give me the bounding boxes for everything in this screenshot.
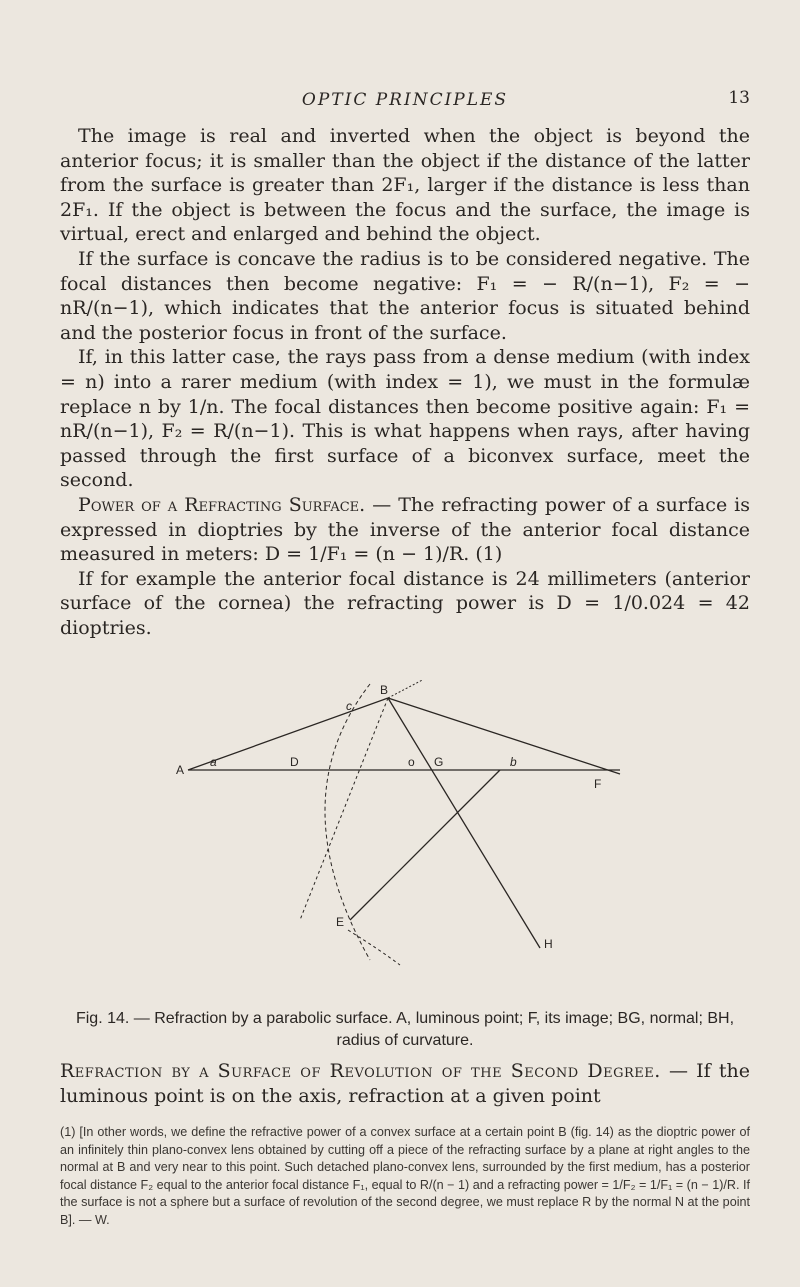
section-paragraph <box>60 1059 750 1109</box>
running-title: OPTIC PRINCIPLES <box>301 90 509 110</box>
radius-extension <box>388 680 430 698</box>
caption-text: — Refraction by a parabolic surface. A, luminous point; F, its image; BG, normal; BH, radius of curvature. <box>129 1010 735 1049</box>
label-a: a <box>210 755 217 769</box>
refraction-diagram <box>170 680 630 970</box>
label-D: D <box>290 755 299 769</box>
body-text <box>60 124 750 640</box>
label-B: B <box>380 683 389 697</box>
paragraph-4 <box>60 493 750 567</box>
paragraph-5: If for example the anterior focal distance is 24 millimeters (anterior surface of the cornea) the refracting power is D = 1/0.024 = 42 dioptries. <box>60 567 750 639</box>
section-heading: Refraction by a Surface of Revolution of the Second Degree. <box>60 1060 661 1082</box>
paragraph-4-text: — The refracting power of a surface is expressed in dioptries by the inverse of the anterior focal distance measured in meters: D = 1/F₁ = (n − 1)/R. (1) <box>60 493 751 566</box>
label-o: o <box>408 755 415 769</box>
figure-caption <box>60 1008 750 1052</box>
incident-ray <box>188 698 388 770</box>
parabola-arm <box>348 930 400 965</box>
paragraph-3: If, in this latter case, the rays pass from a dense medium (with index = n) into a rarer medium (with index = 1), we must in the formulæ replace n by 1/n. The focal distances then become positive again: F₁ = nR/(n−1), F₂ = R/(n−1). This is what happens when rays, after having passed through the first surface of a biconvex surface, meet the second. <box>60 346 750 492</box>
label-b: b <box>510 755 517 769</box>
label-H: H <box>544 937 553 951</box>
label-A: A <box>176 763 185 777</box>
dashed-line-BD <box>300 698 388 920</box>
normal-BH <box>388 698 540 948</box>
footnote: (1) [In other words, we define the refractive power of a convex surface at a certain point B (fig. 14) as the dioptric power of an infinitely thin plano-convex lens obtained by cutting off a piece of the refracting surface by a plane at right angles to the normal at B and very near to this point. Such detached plano-convex lens, surrounded by the first medium, has a posterior focal distance F₂ equal to the anterior focal distance F₁, equal to R/(n − 1) and a refracting power = 1/F₂ = 1/F₁ = (n − 1)/R. If the surface is not a sphere but a surface of revolution of the second degree, we must replace R by the normal N at the point B]. — W. <box>60 1125 750 1227</box>
caption-fig-no: Fig. 14. <box>75 1010 130 1027</box>
paragraph-1: The image is real and inverted when the object is beyond the anterior focus; it is smaller than the object if the distance of the latter from the surface is greater than 2F₁, larger if the distance is less than 2F₁. If the object is between the focus and the surface, the image is virtual, erect and enlarged and behind the object. <box>60 125 750 246</box>
label-c: c <box>346 699 352 713</box>
figure-14 <box>170 680 630 970</box>
paragraph-4-heading: Power of a Refracting Surface. <box>78 493 366 516</box>
refracted-ray <box>388 698 620 774</box>
label-F: F <box>594 777 602 791</box>
section-text: — If the luminous point is on the axis, refraction at a given point <box>60 1060 750 1107</box>
page-header <box>60 84 750 114</box>
paragraph-2: If the surface is concave the radius is to be considered negative. The focal distances then become negative: F₁ = − R/(n−1), F₂ = − nR/(n−1), which indicates that the anterior focus is situated behind and the posterior focus in front of the surface. <box>60 247 750 344</box>
label-E: E <box>336 915 345 929</box>
parabolic-surface <box>325 684 370 960</box>
page-number: 13 <box>728 88 750 108</box>
label-G: G <box>434 755 444 769</box>
